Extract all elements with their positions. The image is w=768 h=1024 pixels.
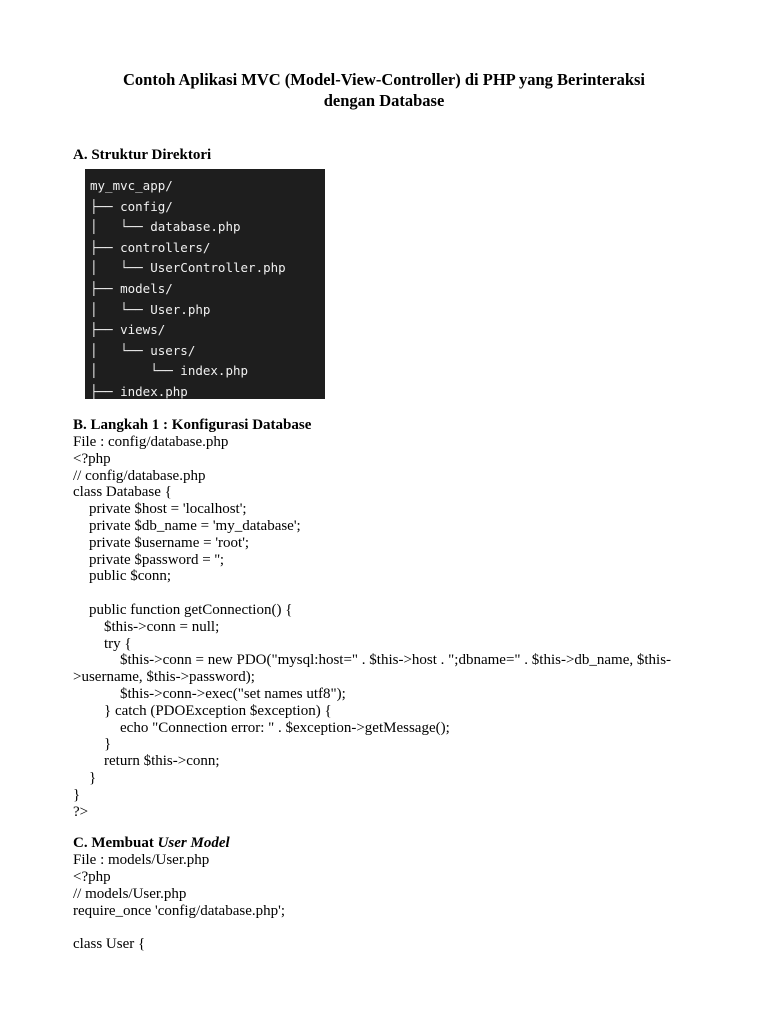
file-path: File : config/database.php (73, 434, 229, 450)
document-body (73, 147, 713, 953)
tree-line: │ └── users/ (90, 342, 196, 358)
section-b (73, 417, 713, 820)
tree-line: ├── views/ (90, 322, 166, 338)
code-line: try { (104, 635, 132, 652)
section-c (73, 835, 713, 953)
tree-line: ├── controllers/ (90, 239, 211, 255)
tree-line: │ └── UserController.php (90, 260, 286, 276)
tree-line: │ └── database.php (90, 219, 241, 235)
code-line: private $db_name = 'my_database'; (89, 517, 301, 534)
code-line: $this->conn = null; (104, 618, 220, 635)
file-path: File : models/User.php (73, 852, 210, 869)
code-line: echo "Connection error: " . $exception->getMessage(); (120, 719, 450, 736)
tree-line: ├── config/ (90, 198, 173, 214)
code-line: >username, $this->password); (73, 669, 255, 686)
code-blank-line (73, 585, 713, 602)
code-line: private $host = 'localhost'; (89, 501, 247, 518)
title-line-1: Contoh Aplikasi MVC (Model-View-Controller) di PHP yang Berinteraksi (122, 70, 646, 89)
section-c-heading-prefix: C. Membuat (73, 835, 158, 852)
tree-line: ├── models/ (90, 280, 173, 296)
code-line: class Database { (73, 484, 172, 501)
code-line: require_once 'config/database.php'; (73, 902, 285, 919)
tree-line: ├── index.php (90, 383, 188, 399)
code-line: public $conn; (89, 568, 172, 585)
document-title (60, 69, 708, 111)
code-line: } catch (PDOException $exception) { (104, 702, 332, 719)
code-line: return $this->conn; (104, 753, 220, 770)
code-line: class User { (73, 936, 146, 953)
directory-tree-image (85, 169, 325, 399)
code-line: <?php (73, 869, 111, 886)
code-line: public function getConnection() { (89, 601, 293, 618)
code-line: // config/database.php (73, 467, 206, 484)
tree-line: my_mvc_app/ (90, 178, 173, 193)
code-line: } (89, 769, 97, 786)
code-line: } (104, 736, 112, 753)
section-c-heading-italic: User Model (157, 835, 230, 852)
section-c-heading (73, 835, 713, 852)
code-line: } (73, 786, 81, 803)
code-line: <?php (73, 450, 111, 467)
title-line-2: dengan Database (323, 91, 445, 110)
code-line: ?> (73, 803, 89, 820)
code-line: $this->conn->exec("set names utf8"); (120, 685, 346, 702)
code-line: private $username = 'root'; (89, 534, 250, 551)
section-a-heading: A. Struktur Direktori (73, 147, 212, 163)
tree-line: │ └── index.php (90, 363, 249, 379)
section-b-heading: B. Langkah 1 : Konfigurasi Database (73, 417, 312, 433)
code-line: $this->conn = new PDO("mysql:host=" . $this->host . ";dbname=" . $this->db_name, $this- (120, 652, 672, 669)
code-line: private $password = ''; (89, 551, 225, 568)
tree-line: │ └── User.php (90, 301, 211, 317)
code-blank-line (73, 920, 713, 937)
code-line: // models/User.php (73, 885, 187, 902)
